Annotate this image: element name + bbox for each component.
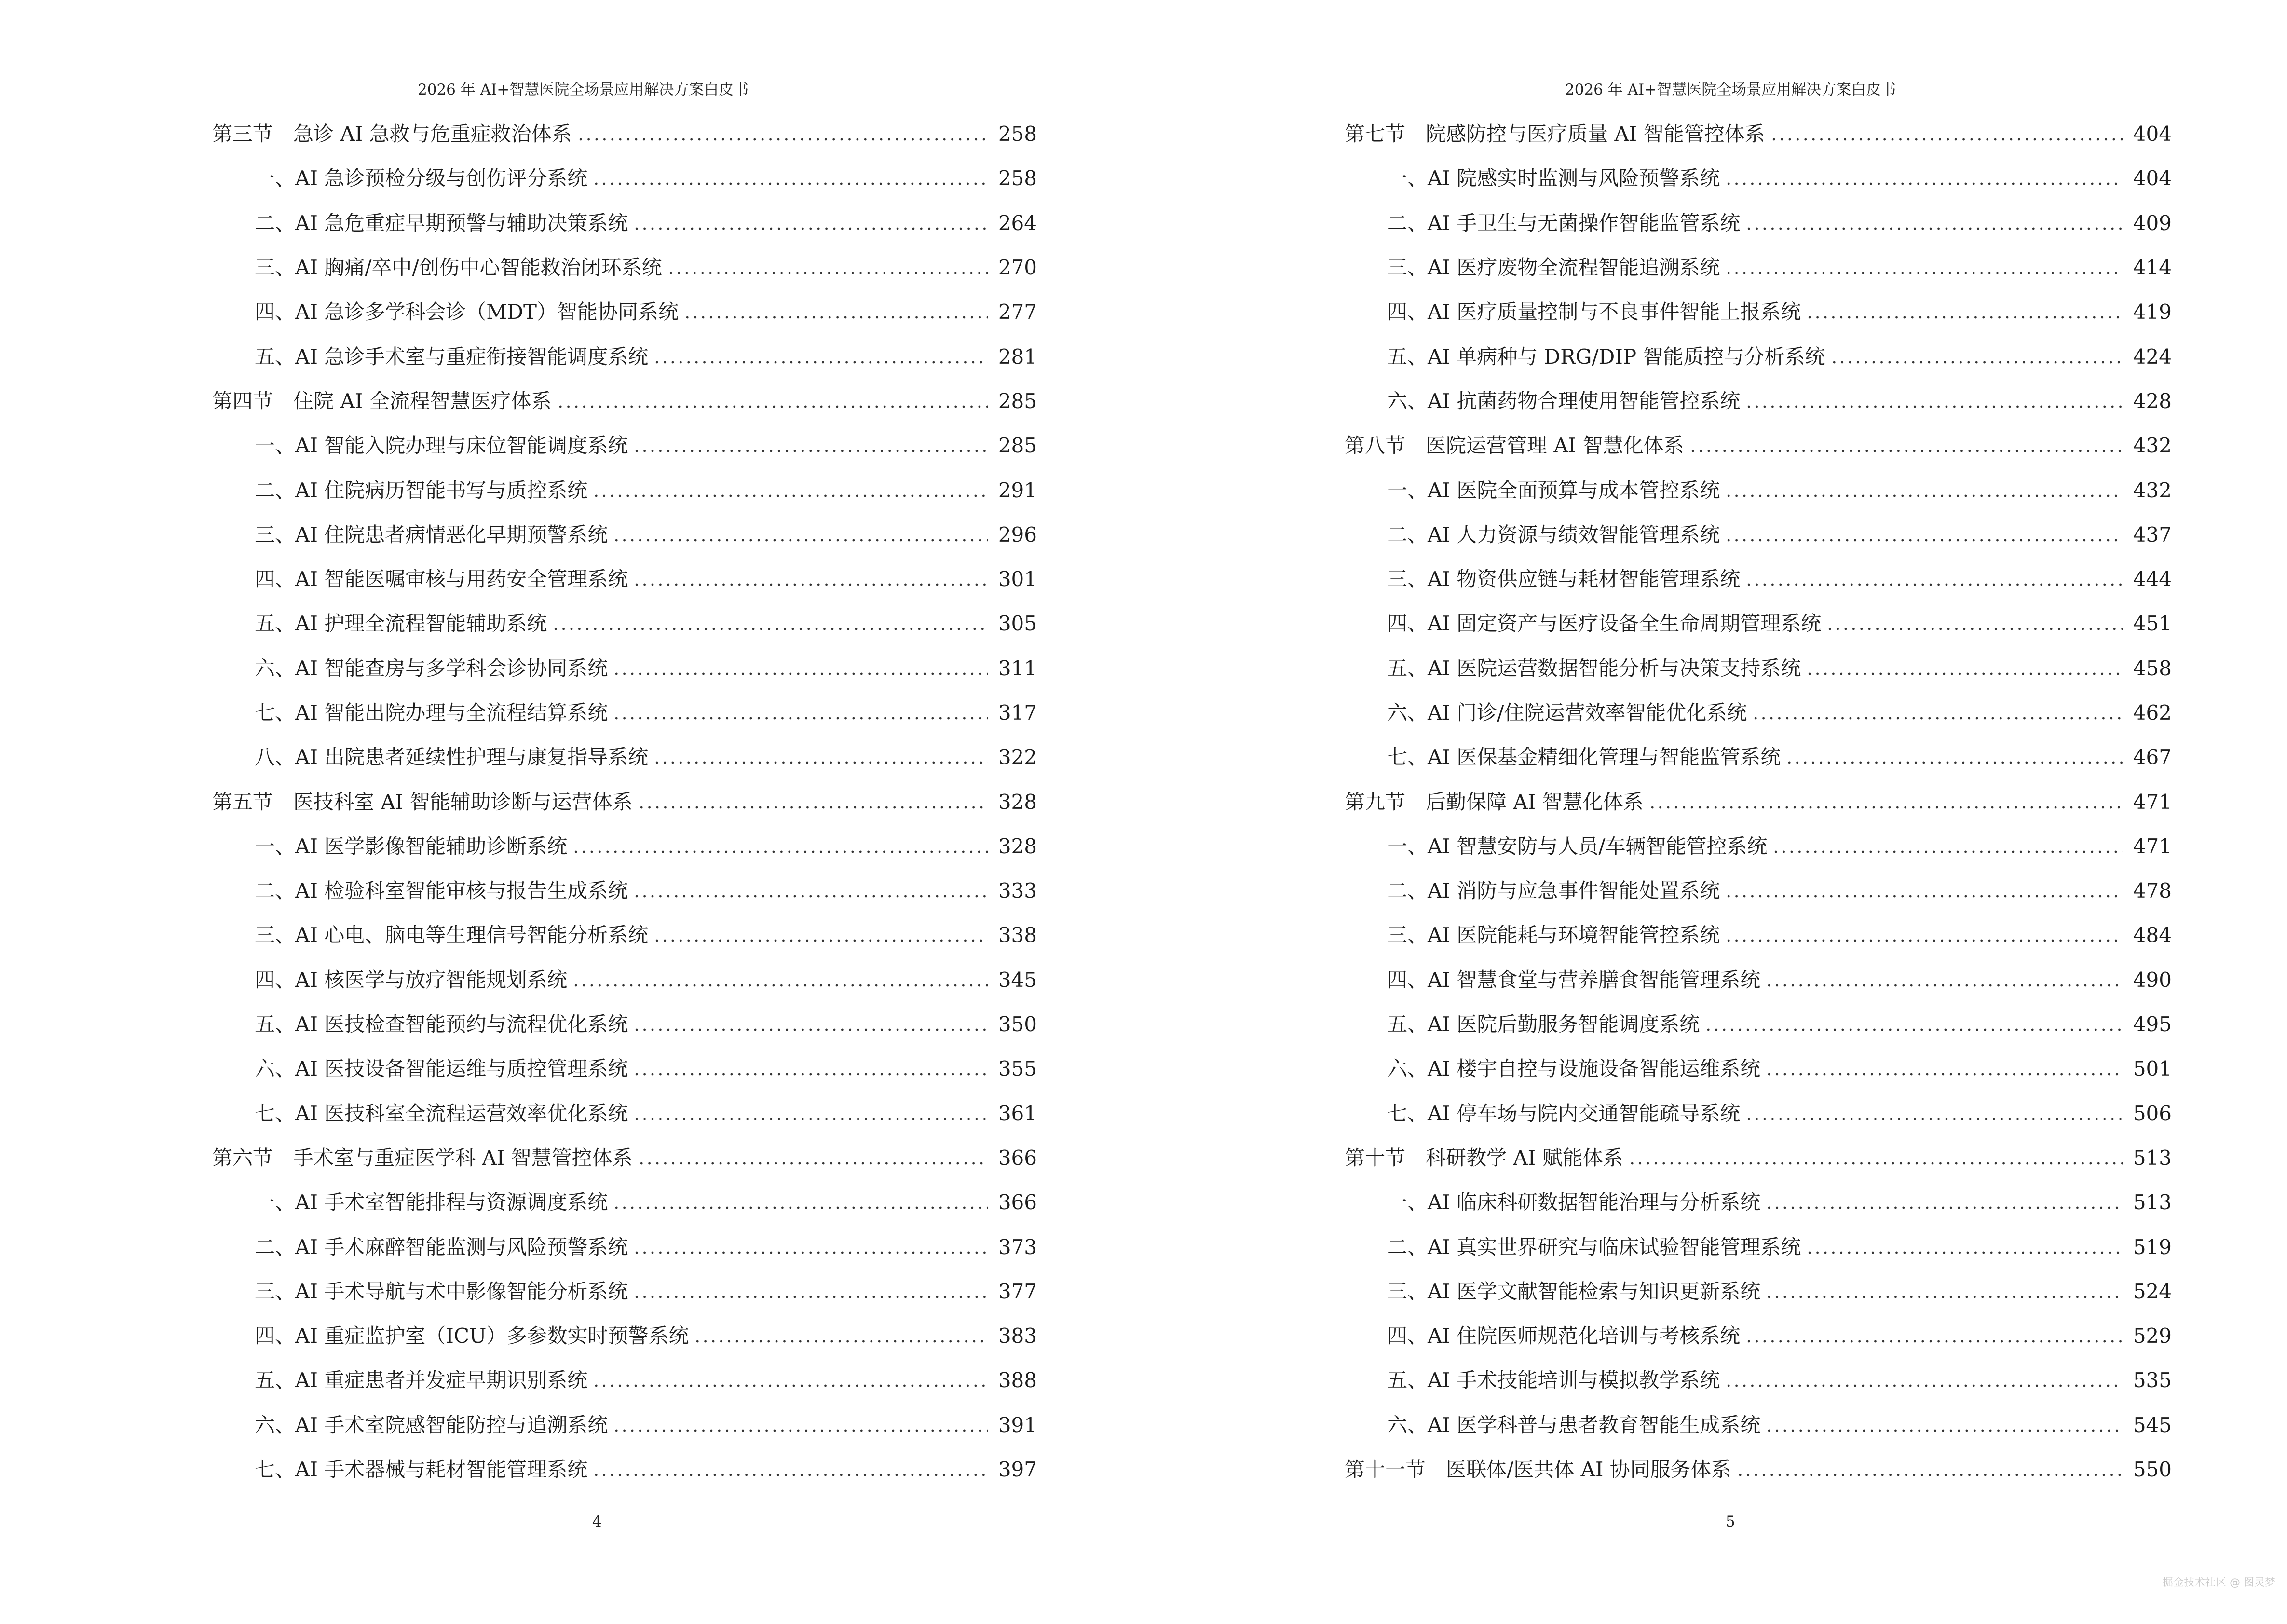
toc-subsection-entry[interactable]	[1345, 1047, 2172, 1091]
toc-entry-title: 第八节 医院运营管理 AI 智慧化体系	[1345, 434, 1684, 458]
dot-leader	[1785, 761, 2123, 764]
toc-subsection-entry[interactable]	[1345, 824, 2172, 869]
toc-entry-title: 二、AI 手术麻醉智能监测与风险预警系统	[255, 1235, 628, 1259]
dot-leader	[633, 227, 988, 230]
toc-entry-title: 四、AI 固定资产与医疗设备全生命周期管理系统	[1387, 612, 1822, 636]
toc-section-entry[interactable]	[212, 112, 1037, 156]
toc-entry-page-number: 328	[998, 790, 1037, 814]
toc-entry-title: 五、AI 医院运营数据智能分析与决策支持系统	[1387, 656, 1801, 680]
dot-leader	[1745, 583, 2123, 586]
toc-entry-title: 三、AI 心电、脑电等生理信号智能分析系统	[255, 923, 649, 947]
toc-entry-page-number: 345	[998, 968, 1037, 992]
toc-subsection-entry[interactable]	[1345, 735, 2172, 779]
toc-entry-page-number: 311	[998, 656, 1037, 680]
toc-entry-page-number: 285	[998, 389, 1037, 413]
toc-subsection-entry[interactable]	[1345, 513, 2172, 557]
toc-entry-page-number: 550	[2133, 1458, 2172, 1482]
toc-subsection-entry[interactable]	[212, 869, 1037, 913]
toc-entry-page-number: 397	[998, 1458, 1037, 1482]
toc-entry-page-number: 277	[998, 300, 1037, 324]
toc-entry-page-number: 535	[2133, 1368, 2172, 1392]
toc-entry-title: 五、AI 护理全流程智能辅助系统	[255, 612, 547, 636]
toc-entry-page-number: 524	[2133, 1279, 2172, 1303]
toc-subsection-entry[interactable]	[212, 735, 1037, 779]
toc-entry-title: 三、AI 医学文献智能检索与知识更新系统	[1387, 1279, 1761, 1303]
toc-subsection-entry[interactable]	[212, 1225, 1037, 1269]
dot-leader	[1806, 672, 2123, 675]
toc-entry-page-number: 501	[2133, 1057, 2172, 1081]
toc-entry-title: 二、AI 住院病历智能书写与质控系统	[255, 478, 588, 502]
dot-leader	[1648, 806, 2123, 809]
toc-entry-title: 五、AI 医院后勤服务智能调度系统	[1387, 1012, 1700, 1037]
toc-subsection-entry[interactable]	[212, 646, 1037, 691]
toc-entry-title: 六、AI 手术室院感智能防控与追溯系统	[255, 1413, 608, 1437]
toc-entry-page-number: 322	[998, 745, 1037, 769]
dot-leader	[1745, 1118, 2123, 1120]
toc-entry-page-number: 513	[2133, 1190, 2172, 1215]
toc-entry-page-number: 301	[998, 567, 1037, 591]
toc-entry-title: 一、AI 手术室智能排程与资源调度系统	[255, 1190, 608, 1215]
dot-leader	[1765, 1429, 2123, 1432]
toc-subsection-entry[interactable]	[212, 468, 1037, 512]
dot-leader	[1725, 939, 2123, 942]
dot-leader	[1806, 316, 2123, 319]
toc-entry-title: 一、AI 院感实时监测与风险预警系统	[1387, 166, 1720, 191]
dot-leader	[653, 939, 988, 942]
toc-subsection-entry[interactable]	[1345, 1314, 2172, 1358]
dot-leader	[592, 1474, 988, 1476]
toc-entry-page-number: 432	[2133, 478, 2172, 502]
dot-leader	[613, 1429, 988, 1432]
toc-entry-page-number: 317	[998, 701, 1037, 724]
toc-entry-title: 六、AI 门诊/住院运营效率智能优化系统	[1387, 701, 1747, 724]
toc-subsection-entry[interactable]	[212, 557, 1037, 601]
toc-entry-title: 五、AI 医技检查智能预约与流程优化系统	[255, 1012, 628, 1037]
toc-subsection-entry[interactable]	[212, 1180, 1037, 1225]
dot-leader	[1725, 494, 2123, 497]
toc-entry-page-number: 519	[2133, 1235, 2172, 1259]
dot-leader	[638, 806, 988, 809]
toc-entry-title: 六、AI 医技设备智能运维与质控管理系统	[255, 1057, 628, 1081]
toc-subsection-entry[interactable]	[212, 334, 1037, 379]
toc-entry-title: 第五节 医技科室 AI 智能辅助诊断与运营体系	[212, 790, 633, 814]
toc-subsection-entry[interactable]	[1345, 557, 2172, 601]
toc-entry-title: 一、AI 智能入院办理与床位智能调度系统	[255, 434, 628, 458]
dot-leader	[572, 850, 988, 853]
toc-subsection-entry[interactable]	[212, 824, 1037, 869]
dot-leader	[1725, 182, 2123, 185]
dot-leader	[557, 405, 988, 408]
toc-entry-page-number: 373	[998, 1235, 1037, 1259]
dot-leader	[1752, 717, 2122, 720]
toc-subsection-entry[interactable]	[1345, 1225, 2172, 1269]
dot-leader	[653, 761, 988, 764]
dot-leader	[1689, 450, 2123, 452]
toc-entry-title: 三、AI 医疗废物全流程智能追溯系统	[1387, 256, 1720, 280]
toc-entry-title: 六、AI 医学科普与患者教育智能生成系统	[1387, 1413, 1761, 1437]
dot-leader	[633, 895, 988, 898]
dot-leader	[633, 1073, 988, 1076]
toc-subsection-entry[interactable]	[1345, 334, 2172, 379]
toc-subsection-entry[interactable]	[1345, 1002, 2172, 1047]
dot-leader	[1770, 138, 2123, 141]
toc-subsection-entry[interactable]	[212, 1447, 1037, 1492]
toc-entry-page-number: 296	[998, 522, 1037, 546]
dot-leader	[1765, 1296, 2123, 1298]
toc-subsection-entry[interactable]	[212, 913, 1037, 957]
toc-entry-page-number: 432	[2133, 434, 2172, 458]
page-number: 5	[1726, 1513, 1735, 1530]
toc-entry-page-number: 409	[2133, 211, 2172, 235]
toc-entry-title: 六、AI 楼宇自控与设施设备智能运维系统	[1387, 1057, 1761, 1081]
dot-leader	[1745, 227, 2123, 230]
toc-subsection-entry[interactable]	[212, 156, 1037, 201]
toc-section-entry[interactable]	[212, 779, 1037, 824]
dot-leader	[1745, 1340, 2123, 1343]
toc-entry-title: 第十节 科研教学 AI 赋能体系	[1345, 1146, 1623, 1170]
toc-subsection-entry[interactable]	[1345, 290, 2172, 334]
toc-entry-title: 七、AI 手术器械与耗材智能管理系统	[255, 1458, 588, 1482]
toc-entry-title: 七、AI 智能出院办理与全流程结算系统	[255, 701, 608, 724]
toc-section-entry[interactable]	[212, 379, 1037, 423]
toc-entry-page-number: 506	[2133, 1101, 2172, 1125]
toc-subsection-entry[interactable]	[212, 201, 1037, 246]
running-header: 2026 年 AI+智慧医院全场景应用解决方案白皮书	[418, 81, 749, 98]
toc-entry-title: 三、AI 手术导航与术中影像智能分析系统	[255, 1279, 628, 1303]
dot-leader	[552, 628, 988, 630]
toc-subsection-entry[interactable]	[212, 1358, 1037, 1403]
toc-subsection-entry[interactable]	[1345, 246, 2172, 290]
toc-subsection-entry[interactable]	[212, 691, 1037, 735]
toc-subsection-entry[interactable]	[212, 1314, 1037, 1358]
toc-entry-title: 一、AI 智慧安防与人员/车辆智能管控系统	[1387, 834, 1768, 858]
dot-leader	[1725, 539, 2123, 542]
toc-entry-title: 五、AI 单病种与 DRG/DIP 智能质控与分析系统	[1387, 344, 1825, 368]
dot-leader	[1736, 1474, 2123, 1476]
dot-leader	[613, 539, 988, 542]
toc-entry-page-number: 305	[998, 612, 1037, 636]
toc-entry-page-number: 355	[998, 1057, 1037, 1081]
toc-entry-title: 四、AI 急诊多学科会诊（MDT）智能协同系统	[255, 300, 679, 324]
toc-subsection-entry[interactable]	[1345, 379, 2172, 423]
toc-entry-page-number: 467	[2133, 745, 2172, 769]
dot-leader	[633, 1296, 988, 1298]
toc-subsection-entry[interactable]	[212, 601, 1037, 646]
toc-subsection-entry[interactable]	[1345, 958, 2172, 1002]
dot-leader	[1745, 405, 2123, 408]
toc-entry-title: 五、AI 重症患者并发症早期识别系统	[255, 1368, 588, 1392]
toc-entry-title: 六、AI 智能查房与多学科会诊协同系统	[255, 656, 608, 680]
toc-entry-title: 二、AI 消防与应急事件智能处置系统	[1387, 879, 1720, 903]
dot-leader	[1725, 1384, 2123, 1387]
toc-entry-title: 第九节 后勤保障 AI 智慧化体系	[1345, 790, 1644, 814]
toc-subsection-entry[interactable]	[212, 1047, 1037, 1091]
toc-entry-title: 一、AI 医院全面预算与成本管控系统	[1387, 478, 1720, 502]
toc-entry-page-number: 414	[2133, 256, 2172, 280]
toc-entry-page-number: 451	[2133, 612, 2172, 636]
toc-entry-title: 第三节 急诊 AI 急救与危重症救治体系	[212, 122, 572, 146]
dot-leader	[1725, 272, 2123, 274]
running-header: 2026 年 AI+智慧医院全场景应用解决方案白皮书	[1565, 81, 1896, 98]
toc-subsection-entry[interactable]	[212, 1092, 1037, 1136]
toc-entry-page-number: 424	[2133, 344, 2172, 368]
toc-entry-page-number: 366	[998, 1190, 1037, 1215]
toc-entry-title: 六、AI 抗菌药物合理使用智能管控系统	[1387, 389, 1741, 413]
toc-entry-title: 七、AI 医保基金精细化管理与智能监管系统	[1387, 745, 1781, 769]
toc-subsection-entry[interactable]	[212, 1403, 1037, 1447]
toc-entry-page-number: 471	[2133, 834, 2172, 858]
toc-entry-title: 三、AI 物资供应链与耗材智能管理系统	[1387, 567, 1741, 591]
toc-subsection-entry[interactable]	[1345, 913, 2172, 957]
toc-entry-page-number: 444	[2133, 567, 2172, 591]
dot-leader	[1830, 361, 2123, 364]
dot-leader	[613, 1206, 988, 1209]
toc-subsection-entry[interactable]	[1345, 601, 2172, 646]
toc-entry-title: 一、AI 临床科研数据智能治理与分析系统	[1387, 1190, 1761, 1215]
dot-leader	[667, 272, 988, 274]
toc-subsection-entry[interactable]	[1345, 691, 2172, 735]
dot-leader	[1772, 850, 2122, 853]
toc-entry-title: 二、AI 检验科室智能审核与报告生成系统	[255, 879, 628, 903]
dot-leader	[633, 1251, 988, 1254]
dot-leader	[1704, 1028, 2123, 1031]
toc-entry-page-number: 471	[2133, 790, 2172, 814]
toc-entry-title: 八、AI 出院患者延续性护理与康复指导系统	[255, 745, 649, 769]
dot-leader	[694, 1340, 987, 1343]
toc-entry-title: 第十一节 医联体/医共体 AI 协同服务体系	[1345, 1458, 1731, 1482]
toc-subsection-entry[interactable]	[212, 423, 1037, 468]
dot-leader	[1765, 984, 2123, 987]
dot-leader	[572, 984, 988, 987]
toc-entry-page-number: 513	[2133, 1146, 2172, 1170]
toc-entry-page-number: 361	[998, 1101, 1037, 1125]
dot-leader	[613, 672, 988, 675]
toc-entry-page-number: 285	[998, 434, 1037, 458]
toc-entry-page-number: 291	[998, 478, 1037, 502]
toc-entry-page-number: 388	[998, 1368, 1037, 1392]
dot-leader	[633, 583, 988, 586]
toc-entry-title: 四、AI 核医学与放疗智能规划系统	[255, 968, 568, 992]
toc-entry-page-number: 545	[2133, 1413, 2172, 1437]
toc-subsection-entry[interactable]	[1345, 1269, 2172, 1314]
dot-leader	[633, 1118, 988, 1120]
toc-subsection-entry[interactable]	[1345, 646, 2172, 691]
toc-entry-page-number: 338	[998, 923, 1037, 947]
toc-entry-title: 第六节 手术室与重症医学科 AI 智慧管控体系	[212, 1146, 633, 1170]
toc-entry-page-number: 437	[2133, 522, 2172, 546]
toc-entry-title: 一、AI 医学影像智能辅助诊断系统	[255, 834, 568, 858]
toc-subsection-entry[interactable]	[1345, 468, 2172, 512]
dot-leader	[683, 316, 988, 319]
toc-entry-title: 二、AI 真实世界研究与临床试验智能管理系统	[1387, 1235, 1801, 1259]
dot-leader	[653, 361, 988, 364]
toc-entry-page-number: 484	[2133, 923, 2172, 947]
toc-subsection-entry[interactable]	[1345, 201, 2172, 246]
dot-leader	[1765, 1073, 2123, 1076]
toc-entry-title: 二、AI 急危重症早期预警与辅助决策系统	[255, 211, 628, 235]
toc-entry-title: 四、AI 医疗质量控制与不良事件智能上报系统	[1387, 300, 1801, 324]
toc-subsection-entry[interactable]	[1345, 1180, 2172, 1225]
dot-leader	[1806, 1251, 2123, 1254]
toc-entry-page-number: 391	[998, 1413, 1037, 1437]
toc-entry-title: 四、AI 住院医师规范化培训与考核系统	[1387, 1324, 1741, 1348]
toc-entry-title: 三、AI 胸痛/卒中/创伤中心智能救治闭环系统	[255, 256, 662, 280]
toc-entry-title: 五、AI 手术技能培训与模拟教学系统	[1387, 1368, 1720, 1392]
toc-section-entry[interactable]	[1345, 423, 2172, 468]
toc-entry-page-number: 258	[998, 122, 1037, 146]
toc-subsection-entry[interactable]	[212, 290, 1037, 334]
toc-entry-page-number: 377	[998, 1279, 1037, 1303]
toc-entry-page-number: 529	[2133, 1324, 2172, 1348]
toc-entry-page-number: 490	[2133, 968, 2172, 992]
toc-entry-page-number: 350	[998, 1012, 1037, 1037]
toc-page-right	[1144, 0, 2287, 1624]
toc-entry-page-number: 281	[998, 344, 1037, 368]
toc-entry-page-number: 462	[2133, 701, 2172, 724]
toc-entry-page-number: 328	[998, 834, 1037, 858]
toc-subsection-entry[interactable]	[1345, 156, 2172, 201]
toc-entry-page-number: 258	[998, 166, 1037, 191]
dot-leader	[1765, 1206, 2123, 1209]
dot-leader	[638, 1162, 988, 1165]
watermark: 掘金技术社区 @ 图灵梦	[2163, 1577, 2275, 1589]
toc-list	[212, 112, 1037, 1492]
toc-section-entry[interactable]	[212, 1136, 1037, 1180]
dot-leader	[613, 717, 988, 720]
toc-entry-title: 第四节 住院 AI 全流程智慧医疗体系	[212, 389, 552, 413]
toc-entry-title: 二、AI 手卫生与无菌操作智能监管系统	[1387, 211, 1741, 235]
toc-entry-page-number: 478	[2133, 879, 2172, 903]
dot-leader	[592, 1384, 988, 1387]
toc-subsection-entry[interactable]	[1345, 1092, 2172, 1136]
toc-entry-page-number: 366	[998, 1146, 1037, 1170]
toc-subsection-entry[interactable]	[212, 1002, 1037, 1047]
toc-subsection-entry[interactable]	[212, 513, 1037, 557]
toc-section-entry[interactable]	[1345, 1447, 2172, 1492]
dot-leader	[633, 1028, 988, 1031]
page-number: 4	[592, 1513, 602, 1530]
toc-section-entry[interactable]	[1345, 1136, 2172, 1180]
toc-list	[1345, 112, 2172, 1492]
dot-leader	[592, 494, 988, 497]
toc-subsection-entry[interactable]	[212, 246, 1037, 290]
toc-entry-title: 五、AI 急诊手术室与重症衔接智能调度系统	[255, 344, 649, 368]
toc-subsection-entry[interactable]	[1345, 1358, 2172, 1403]
toc-entry-page-number: 495	[2133, 1012, 2172, 1037]
toc-subsection-entry[interactable]	[1345, 869, 2172, 913]
toc-entry-page-number: 404	[2133, 166, 2172, 191]
dot-leader	[577, 138, 988, 141]
toc-entry-title: 第七节 院感防控与医疗质量 AI 智能管控体系	[1345, 122, 1765, 146]
toc-entry-title: 一、AI 急诊预检分级与创伤评分系统	[255, 166, 588, 191]
toc-entry-title: 二、AI 人力资源与绩效智能管理系统	[1387, 522, 1720, 546]
toc-entry-page-number: 404	[2133, 122, 2172, 146]
toc-entry-page-number: 264	[998, 211, 1037, 235]
toc-entry-page-number: 419	[2133, 300, 2172, 324]
toc-subsection-entry[interactable]	[212, 958, 1037, 1002]
toc-entry-title: 七、AI 医技科室全流程运营效率优化系统	[255, 1101, 628, 1125]
toc-entry-title: 三、AI 住院患者病情恶化早期预警系统	[255, 522, 608, 546]
dot-leader	[1725, 895, 2123, 898]
toc-subsection-entry[interactable]	[212, 1269, 1037, 1314]
toc-entry-title: 四、AI 智慧食堂与营养膳食智能管理系统	[1387, 968, 1761, 992]
toc-entry-page-number: 458	[2133, 656, 2172, 680]
toc-entry-page-number: 428	[2133, 389, 2172, 413]
toc-entry-title: 四、AI 重症监护室（ICU）多参数实时预警系统	[255, 1324, 689, 1348]
toc-entry-page-number: 333	[998, 879, 1037, 903]
toc-entry-title: 三、AI 医院能耗与环境智能管控系统	[1387, 923, 1720, 947]
dot-leader	[1826, 628, 2123, 630]
toc-entry-page-number: 383	[998, 1324, 1037, 1348]
dot-leader	[633, 450, 988, 452]
dot-leader	[1628, 1162, 2123, 1165]
toc-section-entry[interactable]	[1345, 112, 2172, 156]
toc-section-entry[interactable]	[1345, 779, 2172, 824]
toc-entry-page-number: 270	[998, 256, 1037, 280]
toc-entry-title: 四、AI 智能医嘱审核与用药安全管理系统	[255, 567, 628, 591]
toc-entry-title: 七、AI 停车场与院内交通智能疏导系统	[1387, 1101, 1741, 1125]
dot-leader	[592, 182, 988, 185]
toc-subsection-entry[interactable]	[1345, 1403, 2172, 1447]
